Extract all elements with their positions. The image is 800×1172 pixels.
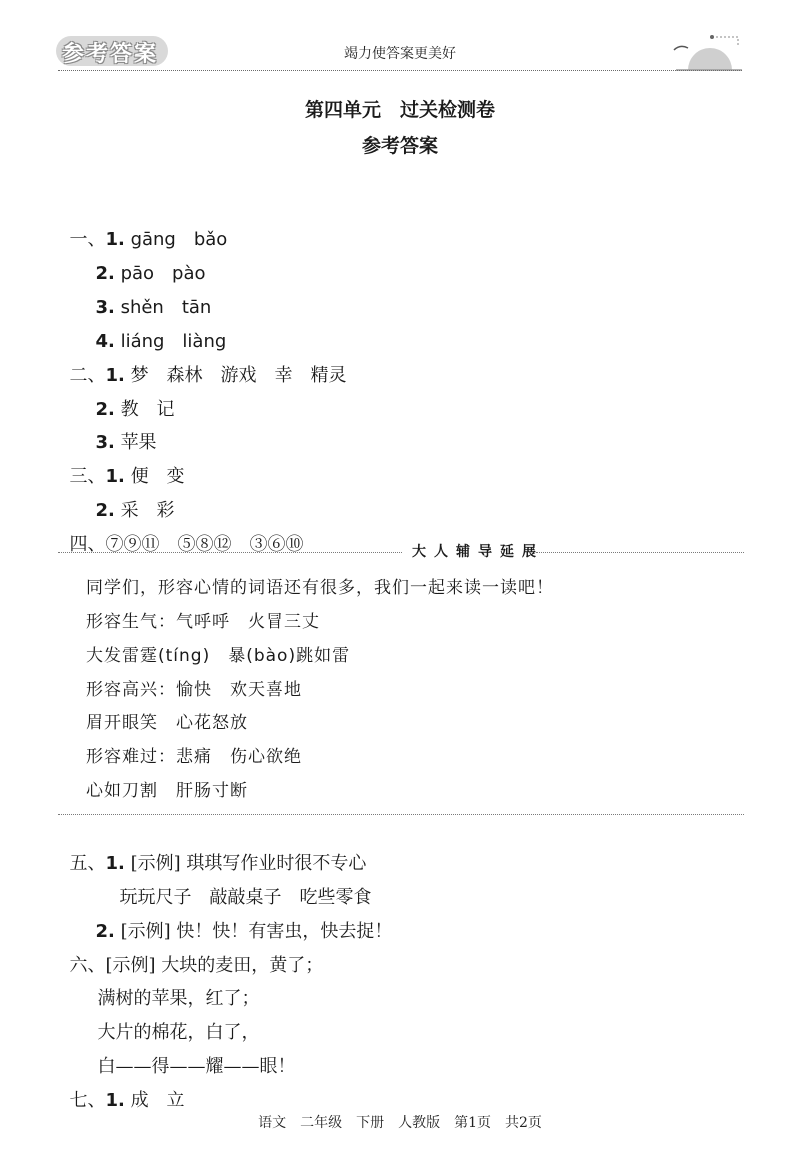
item-number: 1. [105,853,125,874]
answer-text: liáng liàng [120,331,227,352]
answer-text: shěn tān [120,297,212,318]
extension-line: 眉开眼笑 心花怒放 [86,713,248,733]
extension-line: 同学们，形容心情的词语还有很多，我们一起来读一读吧！ [86,578,554,598]
answer-text: [示例] 大块的麦田，黄了； [105,955,324,976]
answer-text: 便 变 [130,466,185,487]
header-divider [58,70,742,71]
question-label: 三、 [69,466,106,487]
extension-heading [58,540,744,564]
dotted-divider [536,552,744,553]
page-footer: 语文 二年级 下册 人教版 第1页 共2页 [258,1115,542,1131]
item-number: 2. [95,500,115,521]
question-label: 四、 [69,534,106,555]
item-number: 2. [95,921,115,942]
answer-text: 教 记 [120,399,175,420]
item-number: 4. [95,331,115,352]
page-subtitle: 参考答案 [361,135,438,157]
dotted-divider [58,814,744,815]
sunrise-icon [668,30,748,72]
extension-line: 形容高兴：愉快 欢天喜地 [86,680,302,700]
answer-text: 满树的苹果，红了； [97,988,260,1009]
extension-line: 心如刀割 肝肠寸断 [86,781,248,801]
item-number: 3. [95,297,115,318]
extension-line: 大发雷霆(tíng) 暴(bào)跳如雷 [86,646,351,666]
extension-title: 大人辅导延展 [412,544,544,560]
answer-text: [示例] 琪琪写作业时很不专心 [130,853,367,874]
answer-text: 苹果 [120,432,157,453]
answer-text: pāo pào [120,263,206,284]
question-label: 五、 [69,853,106,874]
page-header [0,0,800,80]
answer-text: [示例] 快！快！有害虫，快去捉！ [120,921,393,942]
extension-line: 形容难过：悲痛 伤心欲绝 [86,747,302,767]
answer-text: 白——得——耀——眼！ [97,1056,296,1077]
question-label: 一、 [69,229,106,250]
question-label: 六、 [69,955,106,976]
answer-line [58,1065,185,1113]
item-number: 1. [105,466,125,487]
answer-text: 梦 森林 游戏 幸 精灵 [130,365,347,386]
item-number: 3. [95,432,115,453]
item-number: 1. [105,1090,125,1111]
answer-text: 成 立 [130,1090,185,1111]
answer-text: 大片的棉花，白了， [97,1022,260,1043]
extension-line: 形容生气：气呼呼 火冒三丈 [86,612,320,632]
question-label: 七、 [69,1090,106,1111]
item-number: 1. [105,365,125,386]
answer-text: gāng bǎo [130,229,228,250]
item-number: 2. [95,263,115,284]
item-number: 1. [105,229,125,250]
dotted-divider [58,552,402,553]
page-title: 第四单元 过关检测卷 [304,99,495,121]
answer-text: ⑦⑨⑪ ⑤⑧⑫ ③⑥⑩ [105,534,304,555]
header-slogan: 竭力使答案更美好 [344,46,456,62]
answer-text: 采 彩 [120,500,175,521]
item-number: 2. [95,399,115,420]
question-label: 二、 [69,365,106,386]
answer-text: 玩玩尺子 敲敲桌子 吃些零食 [119,887,372,908]
badge-text: 参考答案 [62,42,159,67]
